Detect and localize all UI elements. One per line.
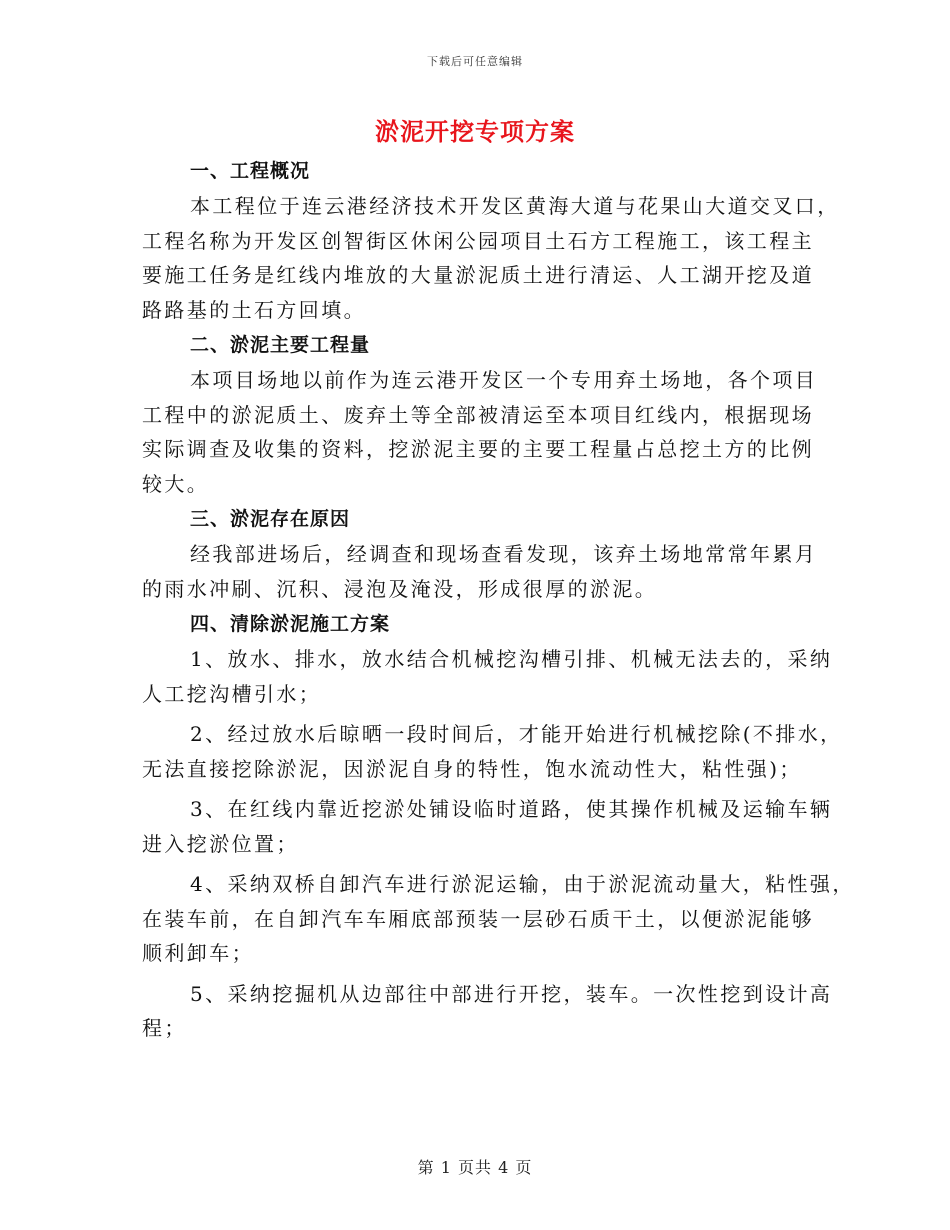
paragraph-overview bbox=[142, 189, 840, 327]
text-line: 无法直接挖除淤泥，因淤泥自身的特性，饱水流动性大，粘性强)； bbox=[142, 756, 802, 781]
text-line: 本工程位于连云港经济技术开发区黄海大道与花果山大道交叉口， bbox=[190, 194, 840, 218]
text-line: 2、经过放水后晾晒一段时间后，才能开始进行机械挖除(不排水， bbox=[190, 722, 843, 746]
page-footer: 第 1 页共 4 页 bbox=[417, 1158, 533, 1177]
paragraph-cause bbox=[142, 537, 818, 606]
text-line: 的雨水冲刷、沉积、浸泡及淹没，形成很厚的淤泥。 bbox=[142, 576, 658, 601]
text-line: 工程名称为开发区创智街区休闲公园项目土石方工程施工，该工程主 bbox=[142, 228, 814, 253]
document-title: 淤泥开挖专项方案 bbox=[375, 117, 575, 146]
text-line: 工程中的淤泥质土、废弃土等全部被清运至本项目红线内，根据现场 bbox=[142, 402, 814, 427]
text-line: 进入挖淤位置； bbox=[142, 831, 299, 856]
section-heading-quantity: 二、淤泥主要工程量 bbox=[190, 334, 371, 356]
page-header: 下载后可任意编辑 bbox=[427, 55, 523, 68]
text-line: 要施工任务是红线内堆放的大量淤泥质土进行清运、人工湖开挖及道 bbox=[142, 263, 814, 287]
plan-item-4 bbox=[142, 867, 855, 971]
plan-item-3 bbox=[142, 792, 833, 861]
document-body bbox=[142, 155, 855, 1048]
text-line: 人工挖沟槽引水； bbox=[142, 681, 322, 706]
text-line: 本项目场地以前作为连云港开发区一个专用弃土场地，各个项目 bbox=[190, 368, 818, 392]
text-line: 1、放水、排水，放水结合机械挖沟槽引排、机械无法去的，采纳 bbox=[190, 647, 833, 671]
text-line: 经我部进场后，经调查和现场查看发现，该弃土场地常常年累月 bbox=[190, 542, 818, 566]
text-line: 在装车前，在自卸汽车车厢底部预装一层砂石质干土，以便淤泥能够 bbox=[142, 906, 814, 931]
text-line: 顺利卸车； bbox=[142, 941, 254, 965]
paragraph-quantity bbox=[142, 363, 818, 501]
text-line: 4、采纳双桥自卸汽车进行淤泥运输，由于淤泥流动量大，粘性强， bbox=[190, 872, 855, 896]
section-heading-cause: 三、淤泥存在原因 bbox=[190, 508, 351, 530]
text-line: 5、采纳挖掘机从边部往中部进行开挖，装车。一次性挖到设计高 bbox=[190, 981, 833, 1006]
section-heading-overview: 一、工程概况 bbox=[190, 160, 311, 182]
text-line: 路路基的土石方回填。 bbox=[142, 297, 366, 322]
text-line: 程； bbox=[142, 1016, 187, 1040]
section-heading-plan: 四、清除淤泥施工方案 bbox=[190, 613, 391, 635]
plan-item-1 bbox=[142, 642, 833, 711]
text-line: 较大。 bbox=[142, 471, 210, 496]
text-line: 3、在红线内靠近挖淤处铺设临时道路，使其操作机械及运输车辆 bbox=[190, 797, 833, 821]
plan-item-2 bbox=[142, 717, 843, 786]
plan-item-5 bbox=[142, 977, 833, 1046]
text-line: 实际调查及收集的资料，挖淤泥主要的主要工程量占总挖土方的比例 bbox=[142, 437, 814, 461]
